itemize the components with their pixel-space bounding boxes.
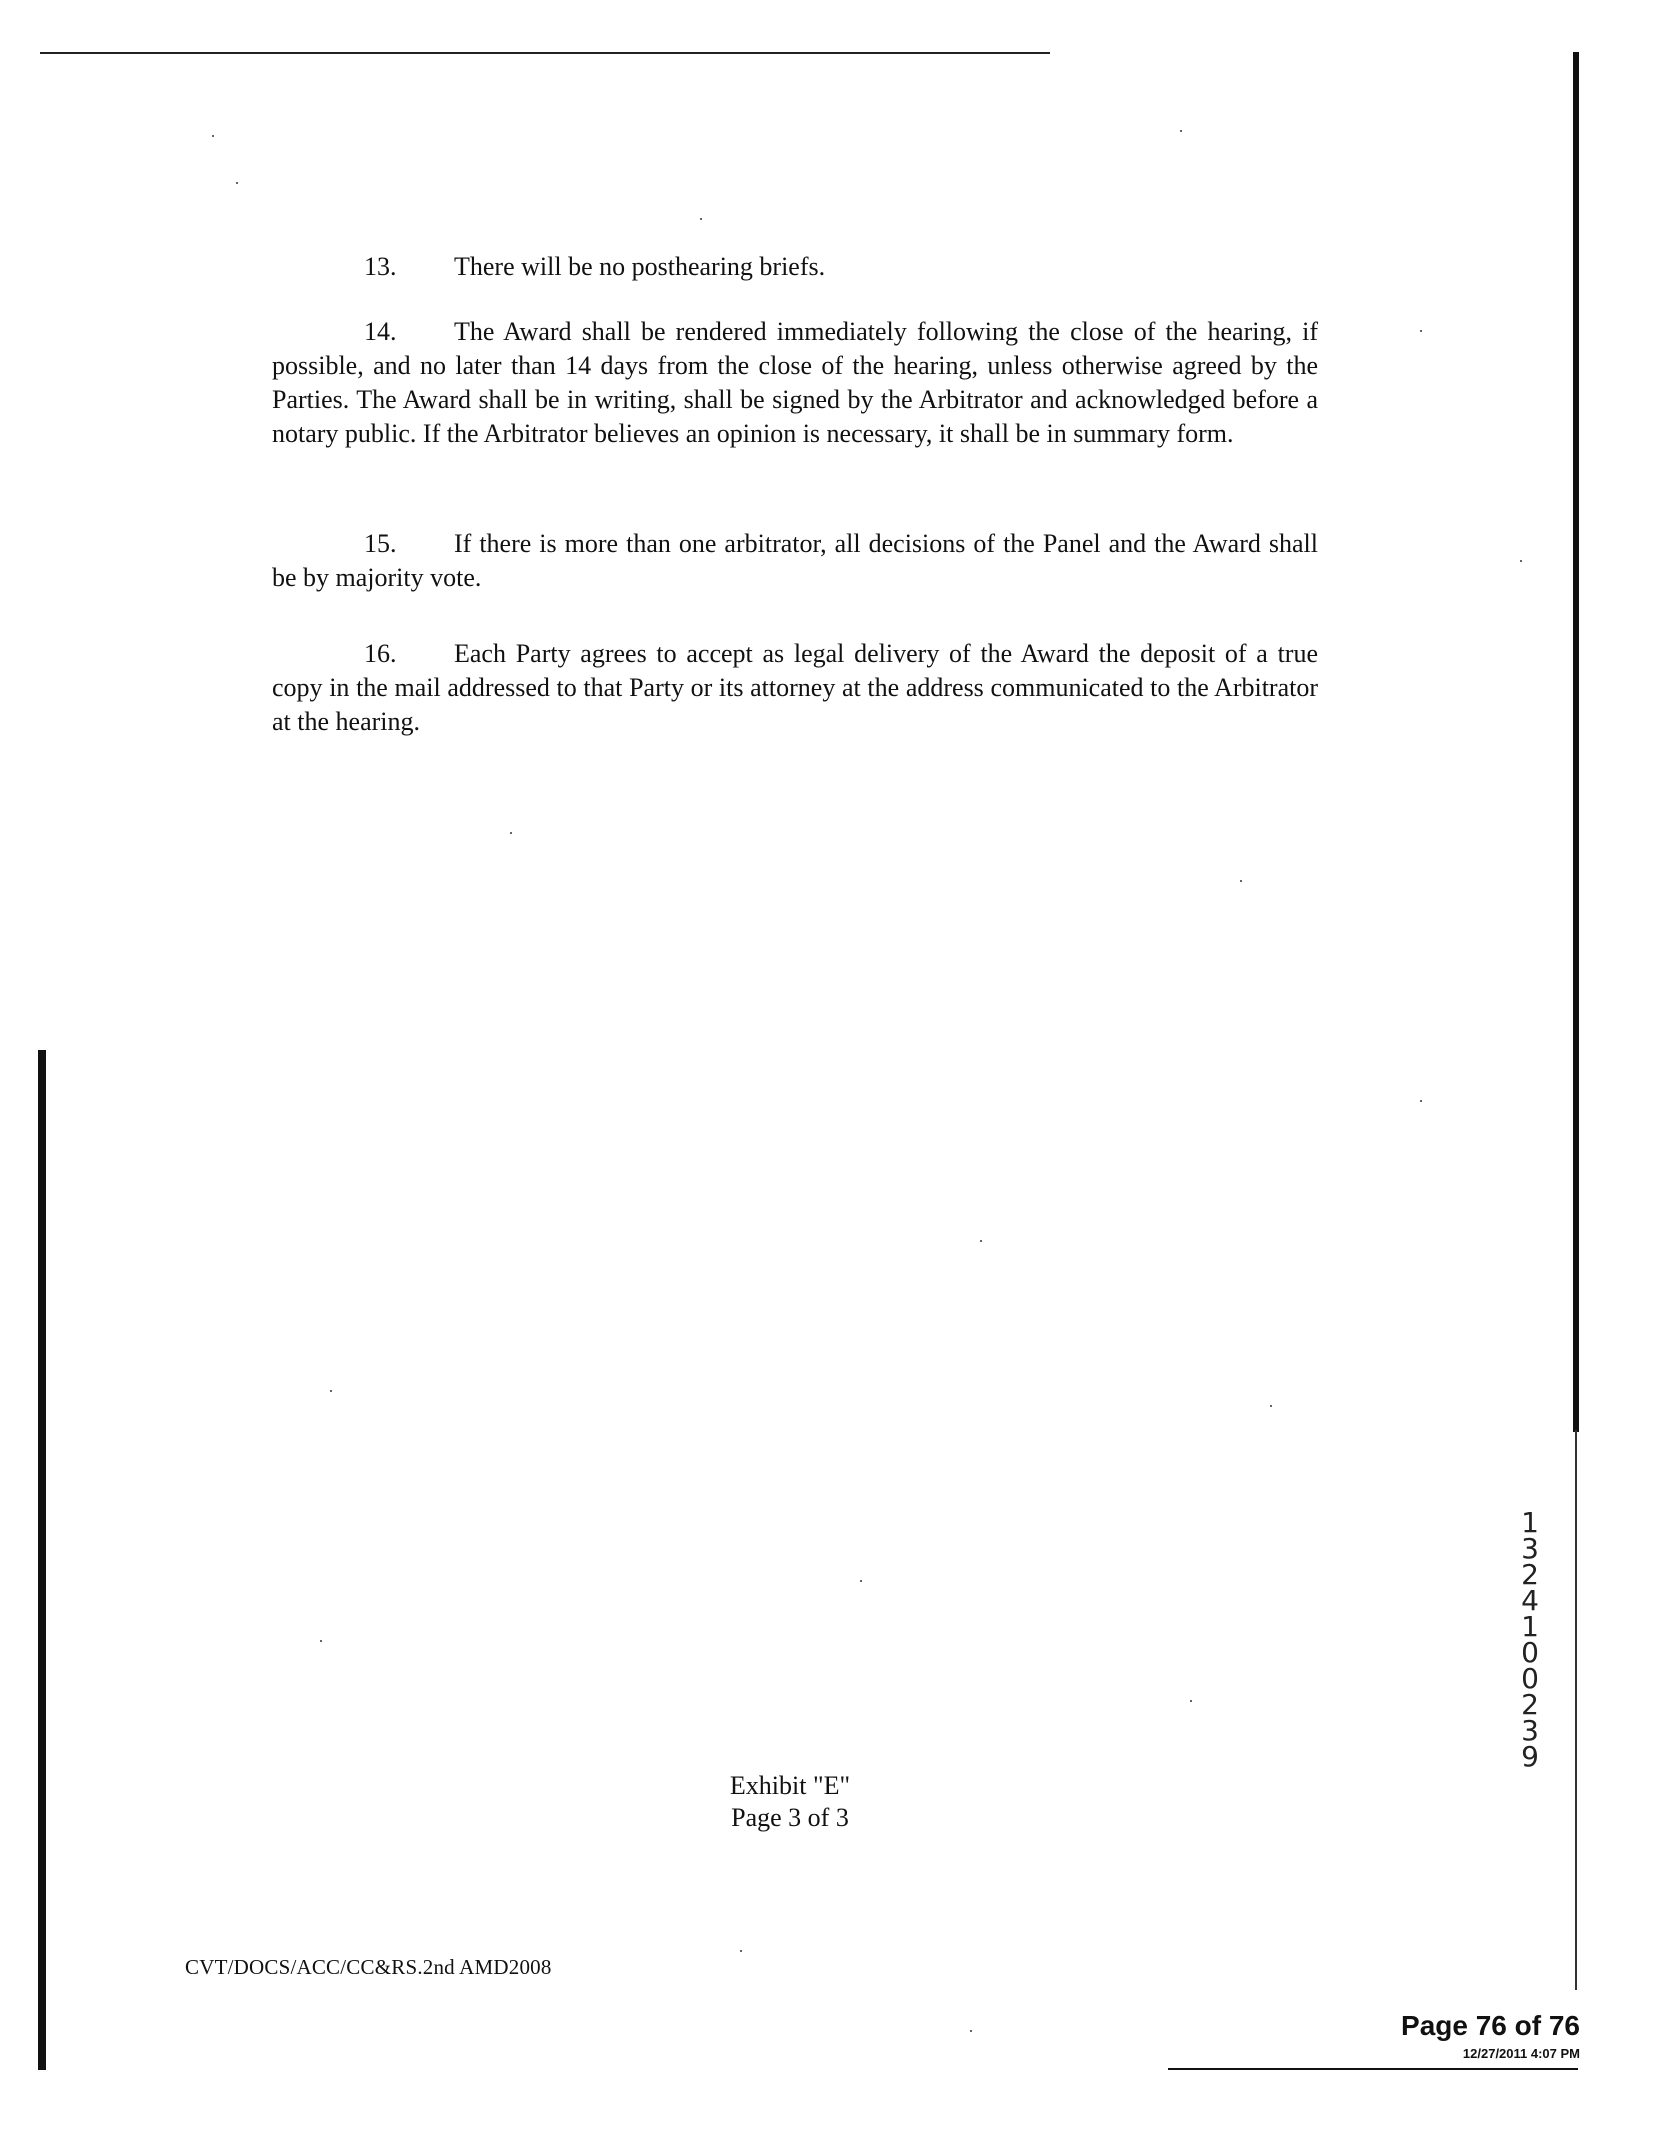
paragraph-16 [272, 637, 1318, 739]
paragraph-number: 16. [364, 639, 397, 668]
side-digit: 0 [1521, 1636, 1539, 1669]
paragraph-text: If there is more than one arbitrator, all decisions of the Panel and the Award shall be by majority vote. [272, 529, 1318, 592]
left-border-line [38, 1050, 46, 2070]
top-rule [40, 52, 1050, 54]
paragraph-text: The Award shall be rendered immediately following the close of the hearing, if possible, and no later than 14 days from the close of the hearing, unless otherwise agreed by the Parties. The Award shall be in writing, shall be signed by the Arbitrator and acknowledged before a notary public. If the Arbitrator believes an opinion is necessary, it shall be in summary form. [272, 317, 1318, 448]
right-border-line-lower [1575, 1430, 1577, 1990]
paragraph-text: There will be no posthearing briefs. [454, 252, 826, 281]
page-number: Page 76 of 76 [1401, 2010, 1580, 2041]
side-digit: 9 [1521, 1740, 1539, 1773]
side-digit: 3 [1521, 1532, 1539, 1565]
right-border-line [1573, 52, 1579, 1432]
paragraph-14 [272, 315, 1318, 451]
side-digit: 2 [1521, 1558, 1539, 1591]
paragraph-number: 13. [364, 252, 397, 281]
exhibit-label: Exhibit "E" [729, 1771, 851, 1800]
side-digit: 1 [1521, 1610, 1539, 1643]
paragraph-15 [272, 527, 1318, 595]
side-digit: 1 [1521, 1506, 1539, 1539]
bottom-rule [1168, 2068, 1578, 2070]
paragraph-number: 15. [364, 529, 397, 558]
paragraph-text: Each Party agrees to accept as legal delivery of the Award the deposit of a true copy in the mail addressed to that Party or its attorney at the address communicated to the Arbitrator at the hearing. [272, 639, 1318, 736]
paragraph-number: 14. [364, 317, 397, 346]
side-digit: 2 [1521, 1688, 1539, 1721]
document-footer-code: CVT/DOCS/ACC/CC&RS.2nd AMD2008 [185, 1955, 552, 1979]
exhibit-label-block [690, 1770, 890, 1834]
paragraph-13 [272, 250, 1318, 284]
side-bates-number [1513, 1506, 1547, 1773]
side-digit: 4 [1521, 1584, 1539, 1617]
side-digit: 3 [1521, 1714, 1539, 1747]
print-timestamp: 12/27/2011 4:07 PM [1462, 2046, 1580, 2061]
side-digit: 0 [1521, 1662, 1539, 1695]
exhibit-page: Page 3 of 3 [731, 1803, 849, 1832]
